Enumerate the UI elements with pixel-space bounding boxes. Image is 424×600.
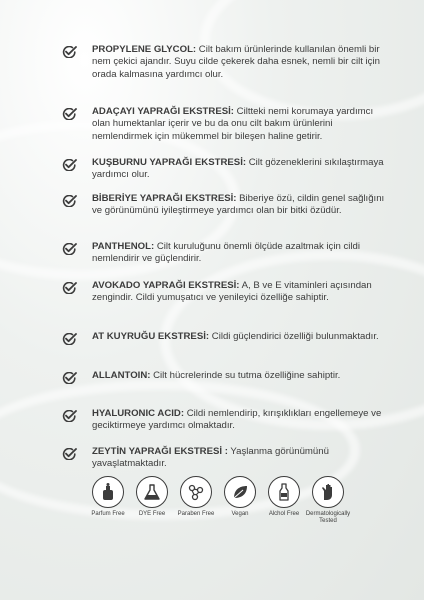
badge-parfum-free	[88, 476, 128, 525]
badge-row	[88, 476, 351, 525]
badge-label: DYE Free	[138, 511, 166, 517]
check-circle-icon	[62, 448, 77, 460]
ingredient-item	[62, 44, 392, 81]
ingredient-description: Cilt hücrelerinde su tutma özelliğine sahiptir.	[150, 370, 341, 381]
ingredient-name: ALLANTOIN:	[92, 370, 151, 381]
alcohol-bottle-icon	[268, 476, 300, 508]
badge-label: Parfum Free	[91, 511, 125, 517]
ingredient-item	[62, 193, 392, 218]
badge-dermatologically-tested	[305, 476, 351, 525]
ingredient-description: Cildi nemlendirip, kırışıklıkları engellemeye ve geciktirmeye yardımcı olmaktadır.	[92, 408, 382, 432]
check-circle-icon	[62, 159, 77, 171]
perfume-bottle-icon	[92, 476, 124, 508]
ingredient-name: KUŞBURNU YAPRAĞI EKSTRESİ:	[92, 157, 247, 168]
badge-dye-free	[132, 476, 172, 525]
ingredient-description: Cildi güçlendirici özelliği bulunmaktadır.	[209, 331, 379, 342]
ingredient-name: AT KUYRUĞU EKSTRESİ:	[92, 331, 210, 342]
badge-label: Dermatologically Tested	[305, 511, 351, 524]
badge-vegan	[220, 476, 260, 525]
check-circle-icon	[62, 46, 77, 58]
ingredient-description: Cilt gözeneklerini sıkılaştırmaya yardımcı olur.	[92, 157, 384, 181]
ingredient-name: HYALURONIC ACID:	[92, 408, 185, 419]
ingredient-description: A, B ve E vitaminleri açısından zengindir. Cildi yumuşatıcı ve yenileyici özelliğe sahiptir.	[92, 280, 372, 304]
check-circle-icon	[62, 243, 77, 255]
ingredient-description: Ciltteki nemi korumaya yardımcı olan humektanlar içerir ve bu da onu cilt bakım ürünlerini nemlendirmek için mükemmel bir bileşen haline getirir.	[92, 106, 374, 142]
ingredient-item	[62, 331, 379, 343]
check-circle-icon	[62, 372, 77, 384]
badge-paraben-free	[176, 476, 216, 525]
ingredient-name: PROPYLENE GLYCOL:	[92, 44, 197, 55]
ingredient-item	[62, 241, 392, 266]
check-circle-icon	[62, 333, 77, 345]
ingredient-item	[62, 408, 392, 433]
ingredient-description: Cilt kuruluğunu önemli ölçüde azaltmak için cildi nemlendirir ve güçlendirir.	[92, 241, 361, 265]
badge-label: Paraben Free	[177, 511, 215, 517]
check-circle-icon	[62, 282, 77, 294]
hand-icon	[312, 476, 344, 508]
molecule-icon	[180, 476, 212, 508]
flask-icon	[136, 476, 168, 508]
ingredient-name: AVOKADO YAPRAĞI EKSTRESİ:	[92, 280, 240, 291]
ingredient-name: ZEYTİN YAPRAĞI EKSTRESİ :	[92, 446, 228, 457]
check-circle-icon	[62, 410, 77, 422]
badge-label: Vegan	[231, 511, 249, 517]
badge-label: Alchol Free	[268, 511, 300, 517]
ingredient-name: PANTHENOL:	[92, 241, 155, 252]
check-circle-icon	[62, 195, 77, 207]
ingredient-description: Yaşlanma görünümünü yavaşlatmaktadır.	[92, 446, 329, 470]
ingredient-description: Biberiye özü, cildin genel sağlığını ve görünümünü iyileştirmeye yardımcı olan bir bitki özüdür.	[92, 193, 385, 217]
ingredient-item	[62, 280, 392, 305]
leaf-icon	[224, 476, 256, 508]
ingredient-item	[62, 157, 392, 182]
ingredient-name: BİBERİYE YAPRAĞI EKSTRESİ:	[92, 193, 237, 204]
ingredient-item	[62, 370, 340, 382]
check-circle-icon	[62, 108, 77, 120]
badge-alchol-free	[264, 476, 304, 525]
ingredient-item	[62, 446, 392, 471]
ingredient-item	[62, 106, 392, 143]
ingredient-description: Cilt bakım ürünlerinde kullanılan önemli bir nem çekici ajandır. Suyu cilde çekerek daha esnek, nemli bir cilt için orada kalmasına yardımcı olur.	[92, 44, 380, 80]
ingredient-name: ADAÇAYI YAPRAĞI EKSTRESİ:	[92, 106, 234, 117]
